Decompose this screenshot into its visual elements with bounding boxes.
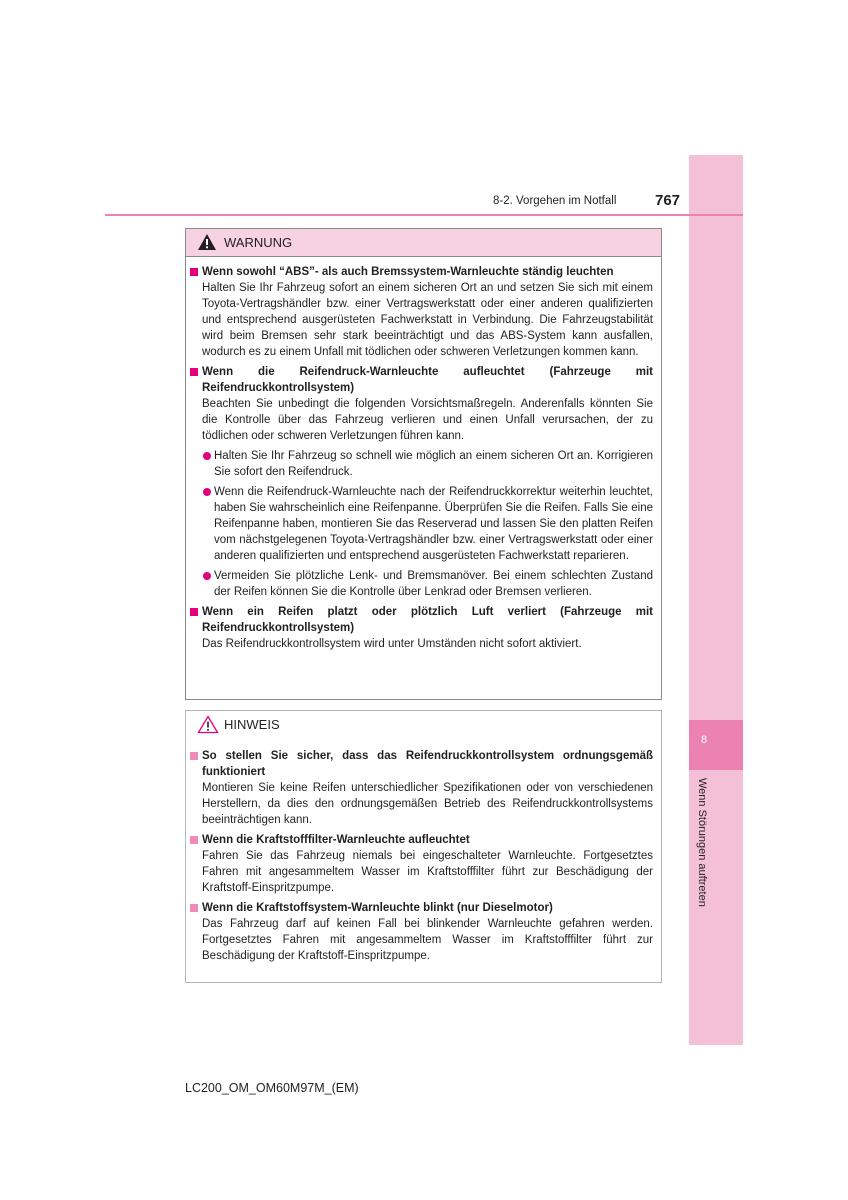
note-text-2: Fahren Sie das Fahrzeug niemals bei eingeschalteter Warnleuchte. Fortgesetztes Fahren mit angesammeltem Wasser im Kraftstofffilter führt zur Beschädigung der Kraftstoff-Einspritzpumpe. xyxy=(202,850,653,894)
warning-header xyxy=(186,229,661,257)
warning-text-3: Das Reifendruckkontrollsystem wird unter Umständen nicht sofort aktiviert. xyxy=(202,638,582,650)
square-bullet-icon xyxy=(190,608,198,616)
note-text-1: Montieren Sie keine Reifen unterschiedlicher Spezifikationen oder von verschiedenen Herstellern, da dies den ordnungsgemäßen Betrieb des Reifendruckkontrollsystems beeinträchtigen kann. xyxy=(202,782,653,826)
side-tab xyxy=(689,155,743,1045)
caution-triangle-icon xyxy=(197,715,219,734)
section-title: 8-2. Vorgehen im Notfall xyxy=(493,195,617,207)
note-text-3: Das Fahrzeug darf auf keinen Fall bei blinkender Warnleuchte gefahren werden. Fortgesetztes Fahren mit angesammeltem Wasser im Kraftstofffilter führt zur Beschädigung der Kraftstoff-Einspritzpumpe. xyxy=(202,918,653,962)
warning-heading-1: Wenn sowohl “ABS”- als auch Bremssystem-Warnleuchte ständig leuchten xyxy=(190,264,653,280)
warning-title: WARNUNG xyxy=(224,235,293,250)
circle-bullet-icon xyxy=(203,452,211,460)
square-bullet-icon xyxy=(190,368,198,376)
chapter-title: Wenn Störungen auftreten xyxy=(696,778,708,907)
warning-triangle-icon xyxy=(197,233,217,251)
note-heading-3: Wenn die Kraftstoffsystem-Warnleuchte blinkt (nur Dieselmotor) xyxy=(190,900,653,916)
chapter-number: 8 xyxy=(700,734,708,746)
circle-bullet-icon xyxy=(203,488,211,496)
square-bullet-icon xyxy=(190,268,198,276)
warning-text-1: Halten Sie Ihr Fahrzeug sofort an einem sicheren Ort an und setzen Sie sich mit einem Toyota-Vertragshändler bzw. einer Vertragswerkstatt oder einer anderen qualifizierten und entsprechend ausgerüsteten Fachwerkstatt in Verbindung. Die Fahrzeugstabilität wird beim Bremsen sehr stark beeinträchtigt und das ABS-System kann ausfallen, wodurch es zu einem Unfall mit tödlichen oder schweren Verletzungen kommen kann. xyxy=(202,282,653,358)
warning-heading-3: Wenn ein Reifen platzt oder plötzlich Luft verliert (Fahrzeuge mit Reifendruckkontrollsystem) xyxy=(190,604,653,636)
page-number: 767 xyxy=(655,192,681,209)
warning-bullet-1: Halten Sie Ihr Fahrzeug so schnell wie möglich an einem sicheren Ort an. Korrigieren Sie sofort den Reifendruck. xyxy=(190,448,653,480)
warning-heading-2: Wenn die Reifendruck-Warnleuchte aufleuchtet (Fahrzeuge mit Reifendruckkontrollsystem) xyxy=(190,364,653,396)
square-bullet-icon xyxy=(190,904,198,912)
note-content xyxy=(190,748,653,968)
square-bullet-icon xyxy=(190,836,198,844)
document-code: LC200_OM_OM60M97M_(EM) xyxy=(185,1081,359,1095)
note-heading-1: So stellen Sie sicher, dass das Reifendruckkontrollsystem ordnungsgemäß funktioniert xyxy=(190,748,653,780)
warning-box xyxy=(185,228,662,700)
warning-content xyxy=(190,264,653,656)
note-title: HINWEIS xyxy=(224,717,280,732)
note-header xyxy=(186,711,661,738)
note-box xyxy=(185,710,662,983)
warning-text-2: Beachten Sie unbedingt die folgenden Vorsichtsmaßregeln. Anderenfalls könnten Sie die Kontrolle über das Fahrzeug verlieren und einen Unfall verursachen, der zu tödlichen oder schweren Verletzungen führen kann. xyxy=(202,398,653,442)
header-rule xyxy=(105,214,743,216)
note-heading-2: Wenn die Kraftstofffilter-Warnleuchte aufleuchtet xyxy=(190,832,653,848)
circle-bullet-icon xyxy=(203,572,211,580)
warning-bullet-3: Vermeiden Sie plötzliche Lenk- und Bremsmanöver. Bei einem schlechten Zustand der Reifen können Sie die Kontrolle über Lenkrad oder Bremsen verlieren. xyxy=(190,568,653,600)
square-bullet-icon xyxy=(190,752,198,760)
warning-bullet-2: Wenn die Reifendruck-Warnleuchte nach der Reifendruckkorrektur weiterhin leuchtet, haben Sie wahrscheinlich eine Reifenpanne. Überprüfen Sie die Reifen. Falls Sie eine Reifenpanne haben, montieren Sie das Reserverad und lassen Sie den platten Reifen vom nächstgelegenen Toyota-Vertragshändler bzw. einer Vertragswerkstatt oder einer anderen qualifizierten und entsprechend ausgerüsteten Fachwerkstatt reparieren. xyxy=(190,484,653,564)
